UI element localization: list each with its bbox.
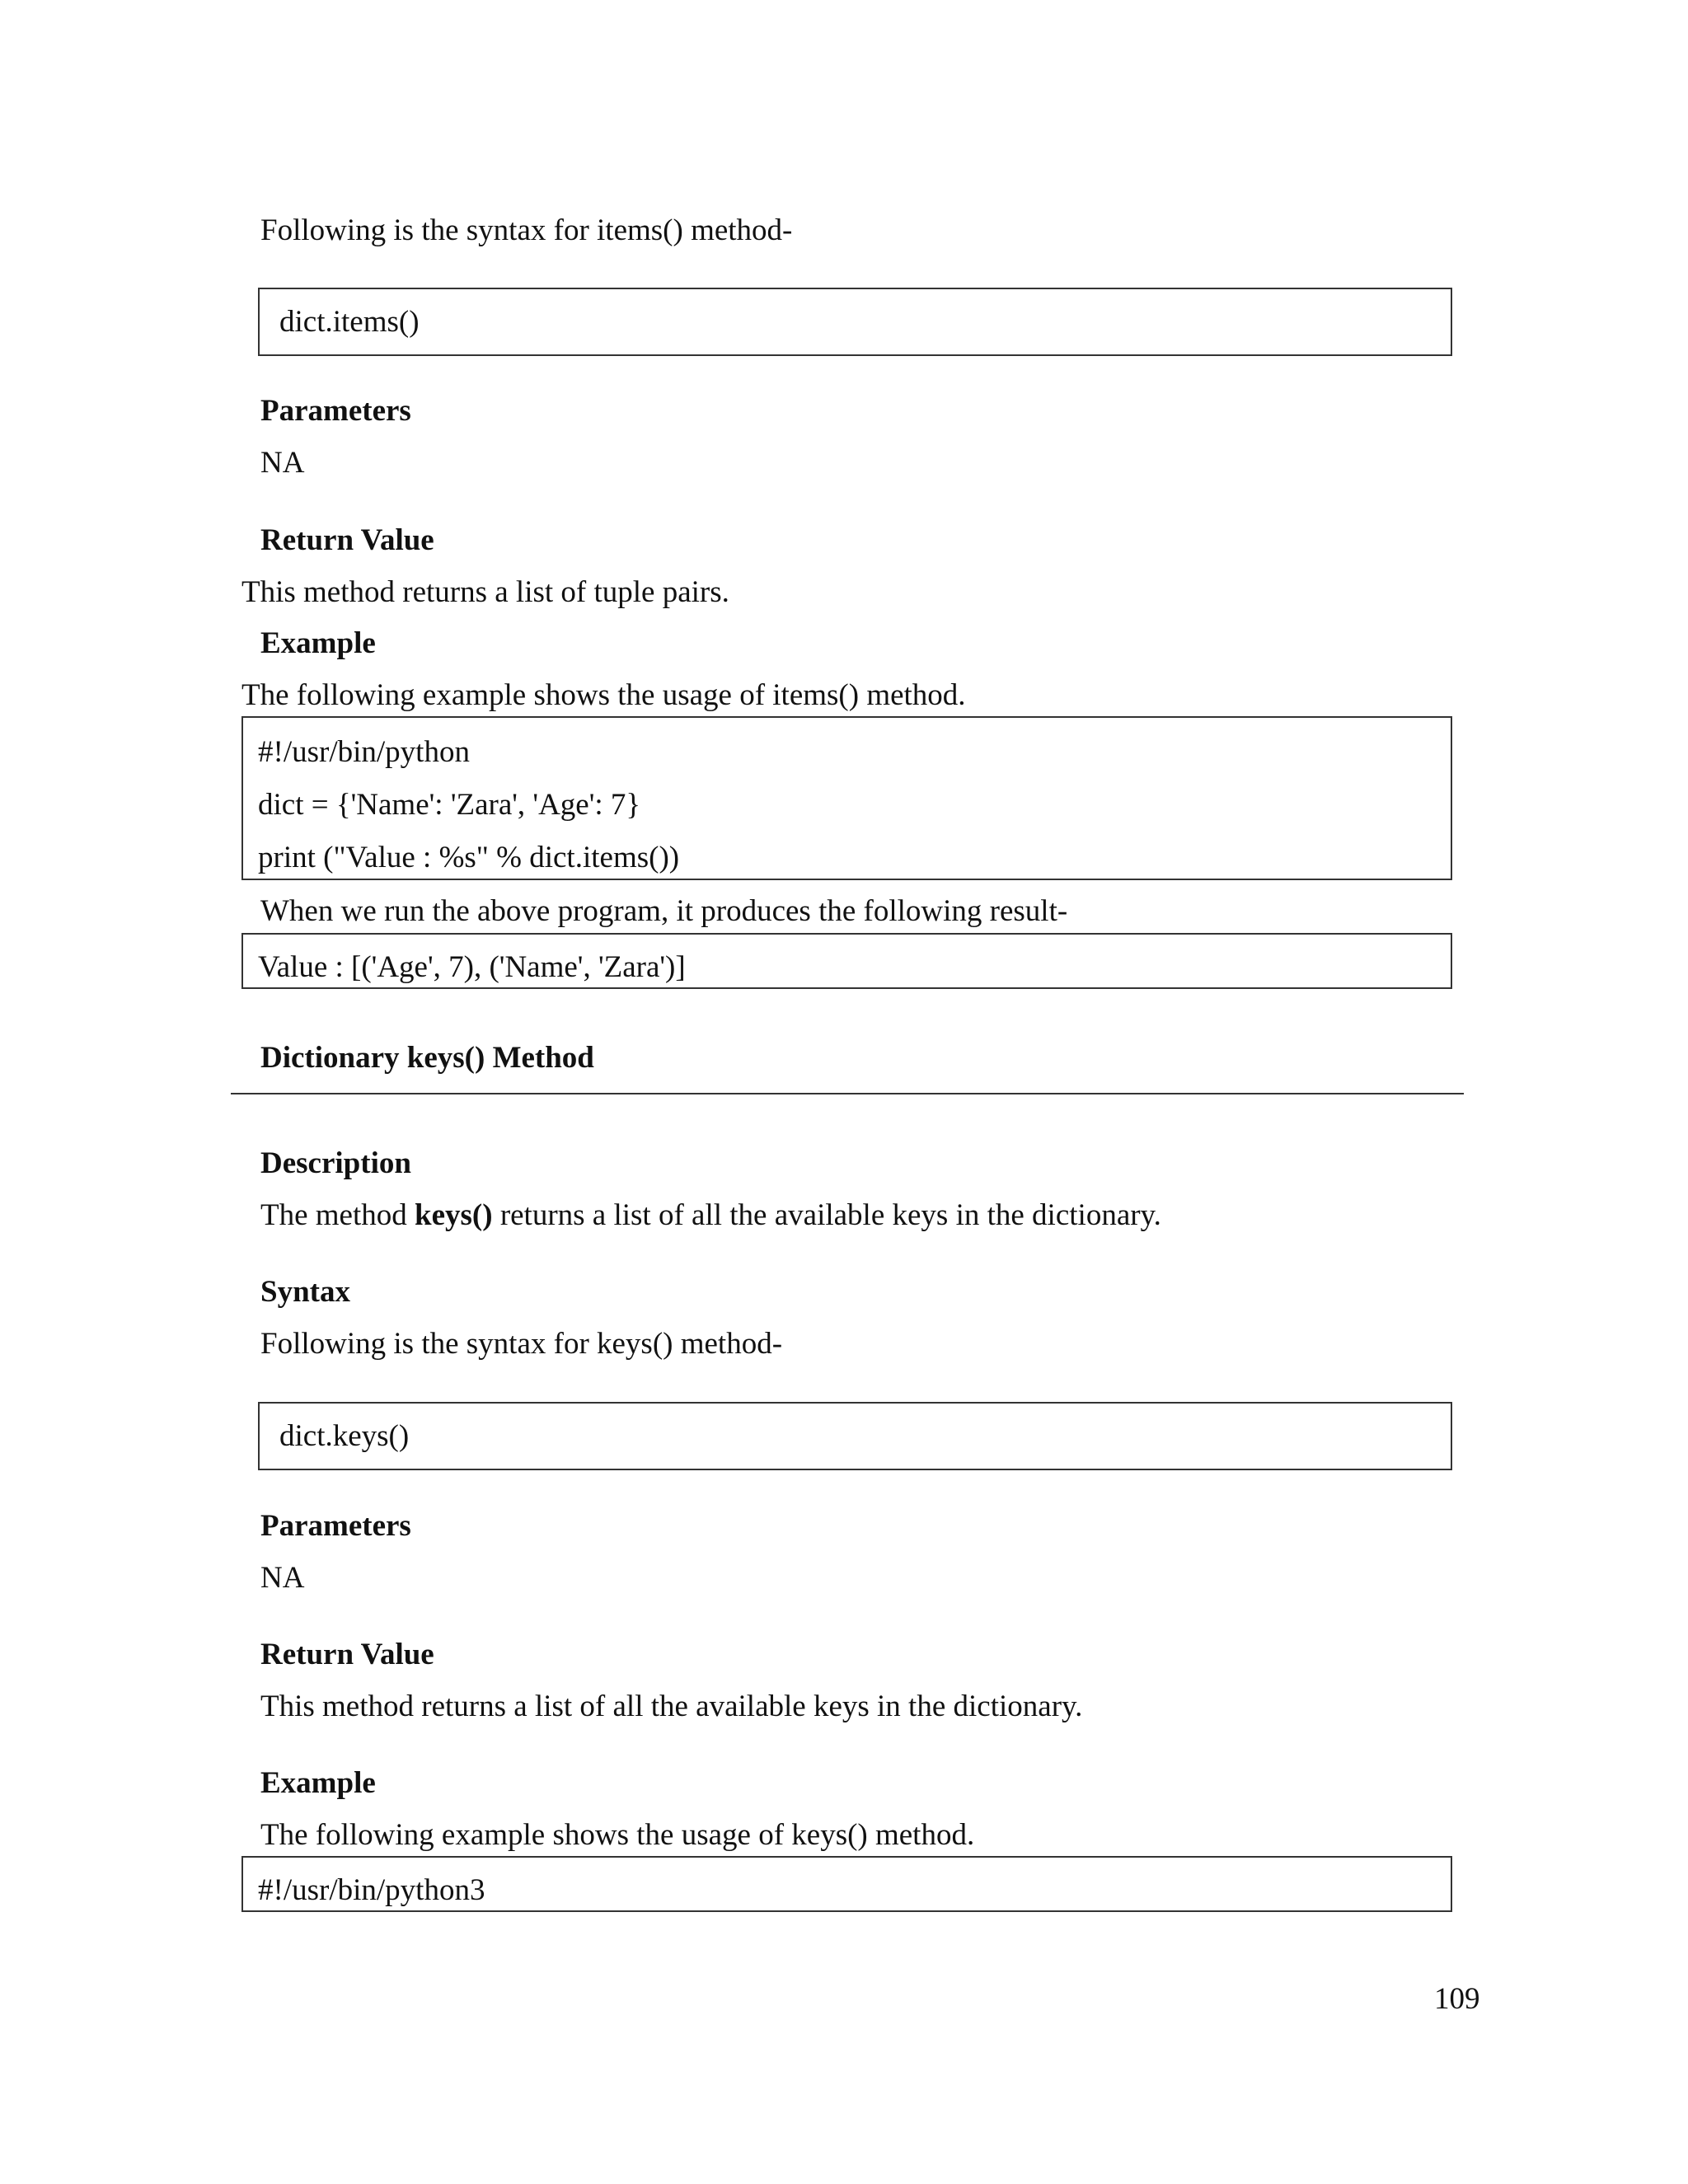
code-line: #!/usr/bin/python bbox=[258, 735, 470, 769]
items-example-intro: The following example shows the usage of items() method. bbox=[241, 678, 966, 712]
keys-syntax-box bbox=[258, 1402, 1452, 1470]
code-line: print ("Value : %s" % dict.items()) bbox=[258, 841, 680, 874]
keys-syntax-intro: Following is the syntax for keys() method- bbox=[260, 1327, 783, 1361]
keys-return-heading: Return Value bbox=[260, 1638, 434, 1671]
page-number: 109 bbox=[1434, 1982, 1480, 2016]
keys-code-block bbox=[241, 1856, 1452, 1912]
items-parameters-value: NA bbox=[260, 446, 305, 480]
items-syntax-intro: Following is the syntax for items() method- bbox=[260, 213, 793, 247]
items-return-text: This method returns a list of tuple pairs. bbox=[241, 575, 729, 609]
keys-example-intro: The following example shows the usage of keys() method. bbox=[260, 1818, 975, 1852]
items-syntax-code: dict.items() bbox=[279, 305, 420, 339]
code-line: dict = {'Name': 'Zara', 'Age': 7} bbox=[258, 788, 641, 822]
items-example-heading: Example bbox=[260, 626, 376, 660]
description-text-end: returns a list of all the available keys in the dictionary. bbox=[492, 1198, 1161, 1232]
keys-description-text bbox=[260, 1197, 1161, 1234]
items-result-box bbox=[241, 933, 1452, 989]
items-syntax-box bbox=[258, 288, 1452, 356]
section-divider bbox=[231, 1093, 1464, 1094]
items-parameters-heading: Parameters bbox=[260, 394, 411, 428]
keys-return-text: This method returns a list of all the available keys in the dictionary. bbox=[260, 1690, 1083, 1723]
items-result-intro: When we run the above program, it produces the following result- bbox=[260, 894, 1068, 928]
keys-section-title: Dictionary keys() Method bbox=[260, 1041, 594, 1075]
keys-example-heading: Example bbox=[260, 1766, 376, 1800]
keys-description-heading: Description bbox=[260, 1146, 411, 1180]
items-return-heading: Return Value bbox=[260, 523, 434, 557]
keys-parameters-value: NA bbox=[260, 1561, 305, 1595]
items-result-output: Value : [('Age', 7), ('Name', 'Zara')] bbox=[258, 950, 686, 984]
keys-syntax-code: dict.keys() bbox=[279, 1419, 410, 1453]
keys-syntax-heading: Syntax bbox=[260, 1275, 350, 1309]
keys-parameters-heading: Parameters bbox=[260, 1509, 411, 1543]
description-method-name: keys() bbox=[415, 1198, 493, 1232]
code-line: #!/usr/bin/python3 bbox=[258, 1873, 485, 1907]
items-code-block bbox=[241, 716, 1452, 880]
description-text-start: The method bbox=[260, 1198, 415, 1232]
